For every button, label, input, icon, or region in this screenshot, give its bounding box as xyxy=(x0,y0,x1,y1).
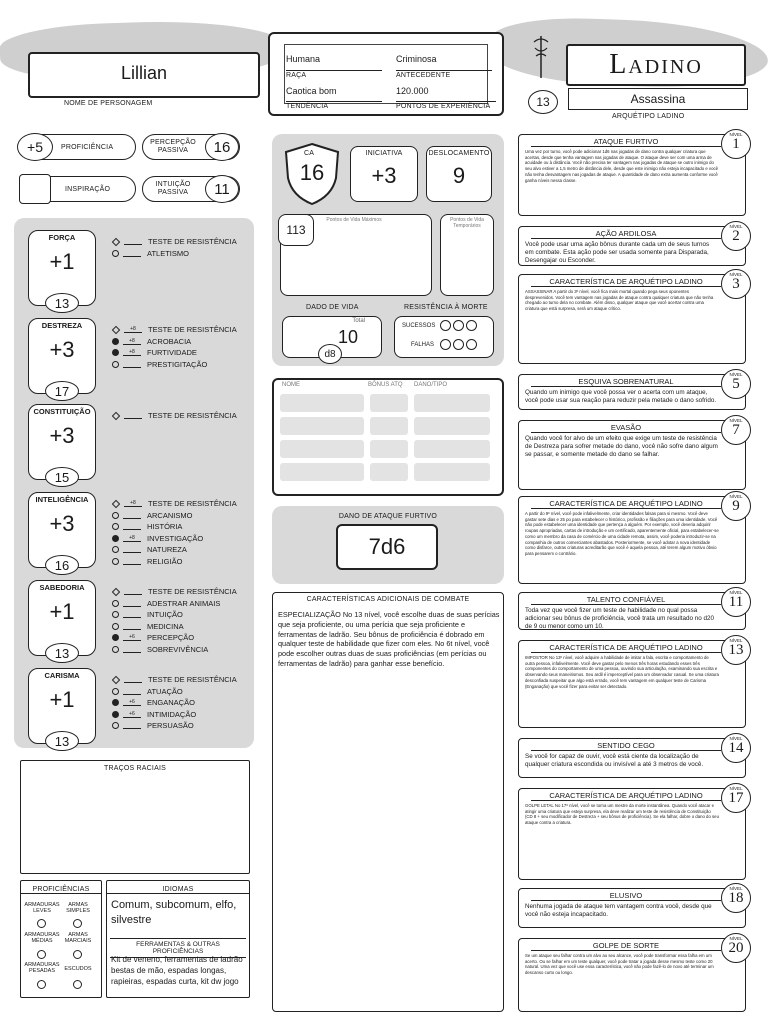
feature-title: EVASÃO xyxy=(531,421,721,433)
skill-label: TESTE DE RESISTÊNCIA xyxy=(148,411,237,420)
feature-level-badge xyxy=(721,783,751,813)
class-feature xyxy=(518,374,746,410)
skill-proficiency-icon[interactable] xyxy=(112,699,119,706)
skill-proficiency-icon[interactable] xyxy=(112,711,119,718)
feature-title: CARACTERÍSTICA DE ARQUÉTIPO LADINO xyxy=(531,497,721,509)
skill-proficiency-icon[interactable] xyxy=(112,634,119,641)
save-proficiency-icon[interactable] xyxy=(112,500,120,508)
save-proficiency-icon[interactable] xyxy=(112,588,120,596)
class-feature xyxy=(518,888,746,928)
ability-modifier[interactable]: +3 xyxy=(49,511,75,536)
race-value[interactable]: Humana xyxy=(286,54,321,64)
skill-label: INVESTIGAÇÃO xyxy=(147,533,204,543)
skill-label: RELIGIÃO xyxy=(147,556,183,566)
sneak-attack-label: DANO DE ATAQUE FURTIVO xyxy=(338,513,438,520)
ability-name: DESTREZA xyxy=(41,321,83,330)
archetype-value[interactable]: Assassina xyxy=(568,88,748,110)
attacks-header-name: NOME xyxy=(282,382,300,388)
ability-box xyxy=(28,404,96,485)
skill-label: HISTÓRIA xyxy=(147,522,183,531)
feature-level-badge xyxy=(721,883,751,913)
skill-label: NATUREZA xyxy=(147,545,187,554)
skill-label: TESTE DE RESISTÊNCIA xyxy=(148,675,237,684)
hit-dice-total-label: Total xyxy=(352,318,365,324)
feature-level-badge xyxy=(721,369,751,399)
skill-proficiency-icon[interactable] xyxy=(112,646,119,653)
feature-level-label: NÍVEL xyxy=(729,786,743,791)
skill-bonus[interactable] xyxy=(123,361,141,368)
feature-level-badge xyxy=(721,415,751,445)
feature-level-badge xyxy=(721,933,751,963)
skill-bonus[interactable] xyxy=(123,512,141,519)
feature-level: 5 xyxy=(732,376,740,392)
death-saves-label: RESISTÊNCIA À MORTE xyxy=(404,304,488,311)
class-feature xyxy=(518,788,746,880)
skill-label: SOBREVIVÊNCIA xyxy=(147,644,209,654)
armor-light-label: ARMADURAS LEVES xyxy=(24,902,60,914)
initiative-value[interactable]: +3 xyxy=(371,163,397,188)
class-name: Ladino xyxy=(609,49,703,80)
weapons-simple-label: ARMAS SIMPLES xyxy=(66,902,90,914)
skill-proficiency-icon[interactable] xyxy=(112,523,119,530)
sneak-attack-value[interactable]: 7d6 xyxy=(336,524,438,570)
skill-row[interactable] xyxy=(112,359,237,371)
skill-bonus[interactable] xyxy=(123,611,141,618)
skill-row[interactable] xyxy=(112,324,237,336)
attack-row[interactable] xyxy=(280,440,494,458)
proficiency-box xyxy=(20,134,136,160)
feature-level-label: NÍVEL xyxy=(729,590,743,595)
feature-text[interactable]: Quando um inimigo que você possa ver o acerta com um ataque, você pode usar sua reação para reduzir pela metade o dano sofrido. xyxy=(525,389,717,404)
skill-row[interactable] xyxy=(112,498,237,510)
ability-score[interactable]: 17 xyxy=(45,381,79,401)
skill-label: TESTE DE RESISTÊNCIA xyxy=(148,325,237,334)
skill-bonus[interactable] xyxy=(124,412,142,419)
attack-row[interactable] xyxy=(280,463,494,481)
tools-label: FERRAMENTAS & OUTRAS PROFICIÊNCIAS xyxy=(110,938,246,958)
ability-score[interactable]: 13 xyxy=(45,643,79,663)
ability-modifier[interactable]: +3 xyxy=(49,337,75,362)
perception-label: PERCEPÇÃO PASSIVA xyxy=(150,139,196,154)
speed-label: DESLOCAMENTO xyxy=(428,150,490,157)
skill-bonus[interactable]: +8 xyxy=(123,338,141,345)
ability-name: SABEDORIA xyxy=(39,583,85,592)
skill-row[interactable] xyxy=(112,598,237,610)
feature-level-badge xyxy=(721,491,751,521)
skills-list xyxy=(112,498,237,567)
skill-label: INTUIÇÃO xyxy=(147,610,183,619)
feature-text[interactable]: Se você for capaz de ouvir, você está ciente da localização de qualquer criatura escondida ou invisível a até 3 metros de você. xyxy=(525,753,704,768)
ability-modifier[interactable]: +1 xyxy=(49,599,75,624)
skill-row[interactable] xyxy=(112,644,237,656)
feature-text[interactable]: ASSASSINAR A partir do 3º nível, você fica mais mortal quando pega seus oponentes desprevenidos. Você tem vantagem nas jogadas de ataque contra qualquer criatura que não tenha chegado ao turno dela no combate. Além disso, qualquer ataque que você acertar contra uma criatura que está surpresa, será um ataque crítico. xyxy=(525,289,714,312)
skill-bonus[interactable]: +8 xyxy=(124,326,142,333)
class-feature xyxy=(518,274,746,364)
skill-label: ACROBACIA xyxy=(147,336,192,346)
feature-level-label: NÍVEL xyxy=(729,418,743,423)
skills-list xyxy=(112,674,237,732)
feature-level-label: NÍVEL xyxy=(729,494,743,499)
skills-list xyxy=(112,324,237,370)
feature-level: 11 xyxy=(728,594,744,610)
failure-check-3[interactable] xyxy=(466,339,477,350)
class-level[interactable]: 13 xyxy=(528,90,558,114)
name-scroll xyxy=(28,52,260,98)
ability-modifier[interactable]: +1 xyxy=(49,249,75,274)
skill-proficiency-icon[interactable] xyxy=(112,535,119,542)
racial-traits-box[interactable] xyxy=(20,760,250,874)
skill-row[interactable] xyxy=(112,632,237,644)
save-proficiency-icon[interactable] xyxy=(112,238,120,246)
feature-level-label: NÍVEL xyxy=(729,272,743,277)
skill-label: ATUAÇÃO xyxy=(147,686,183,696)
race-label: RAÇA xyxy=(286,70,382,79)
skill-bonus[interactable] xyxy=(124,588,142,595)
ca-value[interactable]: 16 xyxy=(299,160,325,185)
skill-bonus[interactable] xyxy=(124,238,142,245)
armor-light-check[interactable] xyxy=(37,919,46,928)
skill-row[interactable] xyxy=(112,586,237,598)
save-proficiency-icon[interactable] xyxy=(112,326,120,334)
skill-proficiency-icon[interactable] xyxy=(112,688,119,695)
skill-proficiency-icon[interactable] xyxy=(112,338,119,345)
skill-proficiency-icon[interactable] xyxy=(112,558,119,565)
skill-bonus[interactable] xyxy=(123,250,141,257)
background-label: ANTECEDENTE xyxy=(396,70,492,79)
skill-label: TESTE DE RESISTÊNCIA xyxy=(148,587,237,596)
skill-bonus[interactable] xyxy=(123,523,141,530)
skill-label: TESTE DE RESISTÊNCIA xyxy=(148,237,237,246)
feature-title: CARACTERÍSTICA DE ARQUÉTIPO LADINO xyxy=(531,641,721,653)
languages-value[interactable]: Comum, subcomum, elfo, silvestre xyxy=(111,899,237,926)
save-proficiency-icon[interactable] xyxy=(112,676,120,684)
ability-name: FORÇA xyxy=(48,233,76,242)
temp-hp-box[interactable] xyxy=(440,214,494,296)
skill-bonus[interactable]: +6 xyxy=(123,634,141,641)
ca-label: CA xyxy=(304,150,315,157)
feature-level: 1 xyxy=(732,136,740,152)
weapons-martial-check[interactable] xyxy=(73,950,82,959)
skill-bonus[interactable]: +8 xyxy=(124,500,142,507)
skill-row[interactable] xyxy=(112,621,237,633)
feature-level-badge xyxy=(721,587,751,617)
feature-level-label: NÍVEL xyxy=(729,638,743,643)
skill-proficiency-icon[interactable] xyxy=(112,361,119,368)
skill-row[interactable] xyxy=(112,674,237,686)
skill-label: ADESTRAR ANIMAIS xyxy=(147,598,221,608)
class-feature xyxy=(518,134,746,216)
ability-modifier[interactable]: +3 xyxy=(49,423,75,448)
feature-title: CARACTERÍSTICA DE ARQUÉTIPO LADINO xyxy=(531,275,721,287)
initiative-box xyxy=(350,146,418,202)
alignment-value[interactable]: Caotica bom xyxy=(286,86,337,96)
feature-level-label: NÍVEL xyxy=(729,936,743,941)
feature-title: TALENTO CONFIÁVEL xyxy=(531,593,721,605)
skill-row[interactable] xyxy=(112,347,237,359)
attack-row[interactable] xyxy=(280,417,494,435)
skills-list xyxy=(112,586,237,655)
skills-list xyxy=(112,236,237,259)
character-name-label: NOME DE PERSONAGEM xyxy=(64,100,153,107)
feature-level: 13 xyxy=(728,642,744,658)
skill-row[interactable] xyxy=(112,686,237,698)
hp-max-value[interactable]: 113 xyxy=(278,214,314,246)
failure-checkboxes xyxy=(440,339,477,350)
skill-bonus[interactable] xyxy=(124,676,142,683)
inspiration-box xyxy=(20,176,136,202)
ability-box xyxy=(28,230,96,311)
feature-text[interactable]: Quando você for alvo de um efeito que exige um teste de resistência de Destreza para sofrer metade do dano, você não sofre dano algum se passar, e somente metade do dano se falhar. xyxy=(525,435,718,458)
feature-level: 2 xyxy=(732,228,740,244)
hp-label: Pontos de Vida Máximos xyxy=(326,217,382,223)
tools-value[interactable]: Kit de veneno, ferramentas de ladrão bestas de mão, espadas longas, rapieiras, espadas curta, kit dw jogo xyxy=(111,955,243,986)
feature-text[interactable]: IMPOSTOR No 13º nível, você adquire a habilidade de imitar a fala, escrita e comportamento de outra pessoa, infalivelmente. Você deve gastar pelo menos três horas estudando esses três componentes do comportamento de uma pessoa, ouvindo sua articulação, examinando sua escrita e observando seus maneirismos. Seu ardil é imperceptível para um observador casual. Se uma criatura desconfiada suspeitar que algo está errado, você tem vantagem em qualquer teste de Carisma (Enganação) que você fizer para evitar ser detectado. xyxy=(525,655,719,689)
feature-title: AÇÃO ARDILOSA xyxy=(531,227,721,239)
ability-box xyxy=(28,318,96,399)
skill-proficiency-icon[interactable] xyxy=(112,250,119,257)
skill-label: ATLETISMO xyxy=(147,248,189,258)
skill-row[interactable] xyxy=(112,248,237,260)
feature-level-badge xyxy=(721,269,751,299)
feature-title: ELUSIVO xyxy=(531,889,721,901)
skill-label: ARCANISMO xyxy=(147,510,193,520)
skill-row[interactable] xyxy=(112,236,237,248)
skills-list xyxy=(112,410,237,422)
skill-bonus[interactable]: +8 xyxy=(123,535,141,542)
feature-level: 9 xyxy=(732,498,740,514)
class-banner xyxy=(566,44,746,86)
feature-level-label: NÍVEL xyxy=(729,372,743,377)
skill-bonus[interactable] xyxy=(123,623,141,630)
ability-score[interactable]: 15 xyxy=(45,467,79,487)
character-name[interactable]: Lillian xyxy=(120,62,168,83)
languages-label: IDIOMAS xyxy=(106,886,250,894)
skill-row[interactable] xyxy=(112,556,237,568)
feature-text[interactable]: Uma vez por turno, você pode adicionar 1d6 nas jogadas de dano contra qualquer criatura que acertas, desde que tenha vantagem nas jogadas de ataque. O ataque deve ser com uma arma de acuidade ou à distância. Você não precisa ter vantagem nas jogadas de ataque se outro inimigo do seu alvo estiver a 1,5 metro de distância dele, desde que este inimigo não esteja incapacitado e você não tenha desvantagem nas jogadas de ataque. A quantidade de dano extra aumenta conforme você ganha níveis nessa classe. xyxy=(525,149,719,183)
skill-row[interactable] xyxy=(112,609,237,621)
failure-check-1[interactable] xyxy=(440,339,451,350)
save-proficiency-icon[interactable] xyxy=(112,412,120,420)
feature-title: ESQUIVA SOBRENATURAL xyxy=(531,375,721,387)
ability-score[interactable]: 16 xyxy=(45,555,79,575)
ability-box xyxy=(28,492,96,573)
feature-text[interactable]: GOLPE LETAL No 17º nível, você se torna um mestre da morte instantânea. Quando você atacar e atingir uma criatura que esteja surpresa, ela deve realizar um teste de resistência de Constituição (CD 8 + seu modificador de Destreza + seu bônus de proficiência). Se ela falhar, dobre o dano do seu ataque contra a criatura. xyxy=(525,803,719,826)
feature-level-label: NÍVEL xyxy=(729,132,743,137)
feature-level-label: NÍVEL xyxy=(729,736,743,741)
archetype-label: ARQUÉTIPO LADINO xyxy=(612,113,685,120)
weapons-simple-check[interactable] xyxy=(73,919,82,928)
skill-proficiency-icon[interactable] xyxy=(112,546,119,553)
skill-label: PERSUASÃO xyxy=(147,721,194,730)
temp-hp-label: Pontos de Vida Temporários xyxy=(450,217,484,229)
feature-level-label: NÍVEL xyxy=(729,224,743,229)
feature-text[interactable]: Você pode usar uma ação bônus durante cada um de seus turnos em combate. Esta ação pode ser usada somente para Disparada, Desengajar ou Esconder. xyxy=(525,241,710,264)
skill-row[interactable] xyxy=(112,720,237,732)
background-value[interactable]: Criminosa xyxy=(396,54,437,64)
feature-text[interactable]: Toda vez que você fizer um teste de habilidade no qual possa adicionar seu bônus de proficiência, você trata um resultado no d20 de 9 ou menor como um 10. xyxy=(525,607,715,630)
skill-row[interactable] xyxy=(112,709,237,721)
skill-bonus[interactable] xyxy=(123,546,141,553)
skill-bonus[interactable]: +8 xyxy=(123,349,141,356)
feature-level-label: NÍVEL xyxy=(729,886,743,891)
class-feature xyxy=(518,738,746,778)
feature-level: 17 xyxy=(728,790,744,806)
feature-title: GOLPE DE SORTE xyxy=(531,939,721,951)
feature-text[interactable]: A partir do 9º nível, você pode infalivelmente, criar identidades falsas para si mesmo. Você deve gastar sete dias e 25 po para estabelecer o histórico, profissão e filiações para uma identidade. Você não pode estabelecer uma identidade que pertença a alguém. Por exemplo, você deveria adquirir roupas apropriadas, cartas de introdução e um certificado, aparentemente oficial, para estabelecer-se como um membro da casa de comércio de uma cidade remota, assim, você poderia introduzir-se na companhia de outros comerciantes abastados. Posteriormente, se você adotar a nova identidade como disfarce, outras criaturas acreditarão que você é aquela pessoa, até terem algum motivo óbvio para pensarem o contrário. xyxy=(525,511,719,556)
skill-label: PRESTIGITAÇÃO xyxy=(147,359,208,369)
feature-title: CARACTERÍSTICA DE ARQUÉTIPO LADINO xyxy=(531,789,721,801)
skill-bonus[interactable]: +6 xyxy=(123,699,141,706)
proficiency-value[interactable]: +5 xyxy=(17,133,53,161)
inspiration-value[interactable] xyxy=(19,174,51,204)
hit-dice-value[interactable]: d8 xyxy=(318,344,342,364)
shields-check[interactable] xyxy=(73,980,82,989)
feature-title: SENTIDO CEGO xyxy=(531,739,721,751)
feature-level-badge xyxy=(721,635,751,665)
failures-label: FALHAS xyxy=(411,342,435,348)
feature-level: 20 xyxy=(728,940,744,956)
skill-proficiency-icon[interactable] xyxy=(112,722,119,729)
class-feature xyxy=(518,226,746,266)
skill-proficiency-icon[interactable] xyxy=(112,349,119,356)
feature-level: 7 xyxy=(732,422,740,438)
insight-value[interactable]: 11 xyxy=(205,175,239,203)
extra-combat-text[interactable]: ESPECIALIZAÇÃO No 13 nível, você escolhe duas de suas perícias que seja proficiente, ou uma perícia que seja proficiente e ferramentas de ladrão. Seu bônus de proficiência é dobrado em qualquer teste de habilidade que fizer com eles. No 6t nível, você pode escolher outras duas de suas proficiências (em perícias ou ferramentas de ladrão) para ganhar esse benefício. xyxy=(278,610,500,668)
inspiration-label: INSPIRAÇÃO xyxy=(65,185,111,193)
class-feature xyxy=(518,420,746,490)
skill-bonus[interactable] xyxy=(123,600,141,607)
failure-check-2[interactable] xyxy=(453,339,464,350)
class-feature xyxy=(518,592,746,630)
armor-heavy-check[interactable] xyxy=(37,980,46,989)
skill-label: TESTE DE RESISTÊNCIA xyxy=(148,499,237,508)
armor-medium-label: ARMADURAS MÉDIAS xyxy=(24,932,60,944)
extra-combat-label: CARACTERÍSTICAS ADICIONAIS DE COMBATE xyxy=(306,596,470,603)
skill-proficiency-icon[interactable] xyxy=(112,512,119,519)
attacks-table xyxy=(272,378,504,496)
ability-name: CARISMA xyxy=(44,671,80,680)
proficiency-label: PROFICIÊNCIA xyxy=(61,143,114,151)
success-check-2[interactable] xyxy=(453,320,464,331)
xp-label: PONTOS DE EXPERIÊNCIA xyxy=(396,101,496,110)
feature-level-badge xyxy=(721,129,751,159)
class-feature xyxy=(518,496,746,584)
skill-row[interactable] xyxy=(112,336,237,348)
skill-label: MEDICINA xyxy=(147,621,184,631)
skill-bonus[interactable] xyxy=(123,558,141,565)
skill-row[interactable] xyxy=(112,510,237,522)
hit-dice-label: DADO DE VIDA xyxy=(306,304,359,311)
feature-text[interactable]: Nenhuma jogada de ataque tem vantagem contra você, desde que você não esteja incapacitado. xyxy=(525,903,712,918)
skill-bonus[interactable] xyxy=(123,722,141,729)
hit-dice-total[interactable]: 10 xyxy=(337,327,359,347)
feature-title: ATAQUE FURTIVO xyxy=(531,135,721,147)
xp-value[interactable]: 120.000 xyxy=(396,86,429,96)
alignment-label: TENDÊNCIA xyxy=(286,101,382,110)
weapons-martial-label: ARMAS MARCIAIS xyxy=(64,932,92,944)
success-check-1[interactable] xyxy=(440,320,451,331)
skill-proficiency-icon[interactable] xyxy=(112,623,119,630)
speed-value[interactable]: 9 xyxy=(452,163,466,188)
attacks-header-damage: DANO/TIPO xyxy=(414,382,448,388)
ability-box xyxy=(28,668,96,749)
ability-score[interactable]: 13 xyxy=(45,293,79,313)
skill-label: FURTIVIDADE xyxy=(147,348,197,357)
class-feature xyxy=(518,938,746,1012)
skill-label: ENGANAÇÃO xyxy=(147,698,195,707)
feature-level: 3 xyxy=(732,276,740,292)
feature-level-badge xyxy=(721,221,751,251)
successes-label: SUCESSOS xyxy=(402,323,436,329)
ability-box xyxy=(28,580,96,661)
ability-modifier[interactable]: +1 xyxy=(49,687,75,712)
proficiencies-label: PROFICIÊNCIAS xyxy=(20,886,102,894)
skill-bonus[interactable] xyxy=(123,688,141,695)
feature-level: 18 xyxy=(728,890,744,906)
skill-row[interactable] xyxy=(112,544,237,556)
speed-box xyxy=(426,146,492,202)
success-check-3[interactable] xyxy=(466,320,477,331)
skill-label: PERCEPÇÃO xyxy=(147,633,195,642)
skill-row[interactable] xyxy=(112,410,237,422)
ability-name: CONSTITUIÇÃO xyxy=(33,407,91,416)
skill-bonus[interactable] xyxy=(123,646,141,653)
attack-row[interactable] xyxy=(280,394,494,412)
skill-row[interactable] xyxy=(112,521,237,533)
skill-proficiency-icon[interactable] xyxy=(112,611,119,618)
initiative-label: INICIATIVA xyxy=(365,150,403,157)
armor-heavy-label: ARMADURAS PESADAS xyxy=(24,962,60,974)
caduceus-icon xyxy=(532,34,550,78)
ability-name: INTELIGÊNCIA xyxy=(35,495,89,504)
skill-proficiency-icon[interactable] xyxy=(112,600,119,607)
skill-label: INTIMIDAÇÃO xyxy=(147,709,197,719)
perception-value[interactable]: 16 xyxy=(205,133,239,161)
skill-bonus[interactable]: +6 xyxy=(123,711,141,718)
shields-label: ESCUDOS xyxy=(64,966,92,972)
passive-perception-box xyxy=(142,134,240,160)
skill-row[interactable] xyxy=(112,697,237,709)
passive-insight-box xyxy=(142,176,240,202)
feature-text[interactable]: Se um ataque seu falhar contra um alvo ao seu alcance, você pode transformar essa falha em um acerto. Ou se falhar em um teste qualquer, você pode tratar a jogada desse mesmo teste como 20 natural. Uma vez que você use essa característica, você não pode fazê-lo de novo até terminar um descanso curto ou longo. xyxy=(525,953,714,976)
attacks-header-bonus: BÔNUS ATQ xyxy=(368,382,403,388)
feature-level-badge xyxy=(721,733,751,763)
success-checkboxes xyxy=(440,320,477,331)
skill-row[interactable] xyxy=(112,533,237,545)
feature-level: 14 xyxy=(728,740,744,756)
ability-score[interactable]: 13 xyxy=(45,731,79,751)
racial-traits-label: TRAÇOS RACIAIS xyxy=(104,765,166,772)
insight-label: INTUIÇÃO PASSIVA xyxy=(155,181,191,196)
armor-medium-check[interactable] xyxy=(37,950,46,959)
class-feature xyxy=(518,640,746,728)
